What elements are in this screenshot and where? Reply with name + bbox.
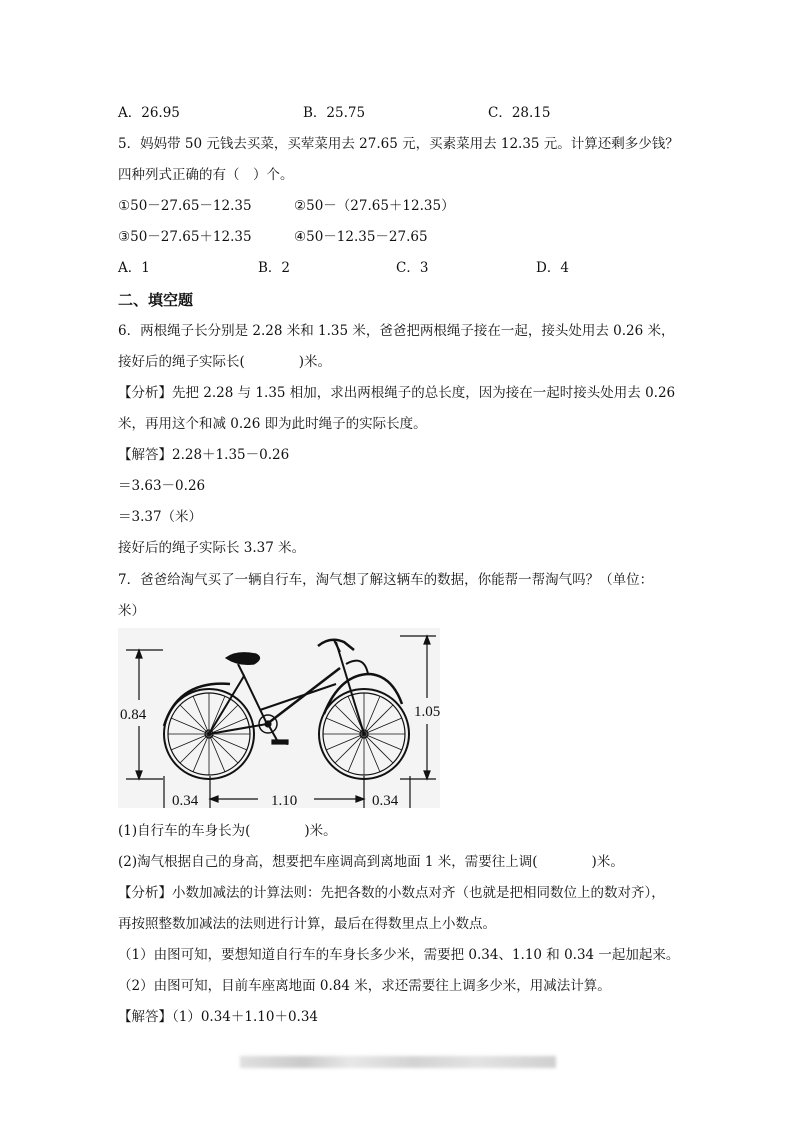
answer-line2: ＝3.63－0.26	[118, 478, 206, 494]
option-b: B．25.75	[303, 105, 366, 121]
answer-line3: ＝3.37（米）	[118, 509, 203, 525]
answer-line1: 【解答】（1）0.34＋1.10＋0.34	[118, 1009, 319, 1025]
expression-1: ①50－27.65－12.35	[118, 198, 252, 214]
analysis-line4: （2）由图可知，目前车座离地面 0.84 米，求还需要往上调多少米，用减法计算。	[118, 978, 611, 994]
question-6-line1: 6．两根绳子长分别是 2.28 米和 1.35 米，爸爸把两根绳子接在一起，接头处用去 0.26 米，	[118, 323, 675, 339]
analysis-line1: 【分析】小数加减法的计算法则：先把各数的小数点对齐（也就是把相同数位上的数对齐），	[118, 885, 665, 901]
analysis-line2: 再按照整数加减法的法则进行计算，最后在得数里点上小数点。	[118, 916, 496, 932]
option-a: A．26.95	[118, 105, 180, 121]
expression-3: ③50－27.65＋12.35	[118, 229, 252, 245]
option-c: C．28.15	[488, 105, 551, 121]
footer-watermark	[240, 1056, 556, 1068]
question-7-line2: 米）	[118, 603, 145, 619]
middle-length-label: 1.10	[271, 793, 298, 808]
option-a: A．1	[118, 260, 150, 276]
sub-question-1: (1)自行车的车身长为( )米。	[118, 823, 337, 839]
right-length-label: 0.34	[372, 793, 399, 808]
answer-line1: 【解答】2.28＋1.35－0.26	[118, 447, 290, 463]
analysis-line2: 米，再用这个和减 0.26 即为此时绳子的实际长度。	[118, 416, 427, 432]
expression-4: ④50－12.35－27.65	[294, 229, 428, 245]
option-b: B．2	[258, 260, 291, 276]
answer-line4: 接好后的绳子实际长 3.37 米。	[118, 540, 306, 556]
question-7-line1: 7．爸爸给淘气买了一辆自行车，淘气想了解这辆车的数据，你能帮一帮淘气吗？（单位：	[118, 572, 654, 588]
seat-height-label: 0.84	[120, 707, 147, 723]
expression-2: ②50－（27.65＋12.35）	[294, 198, 455, 214]
bicycle-figure	[118, 628, 440, 808]
total-height-label: 1.05	[414, 704, 440, 720]
question-5-line2: 四种列式正确的有（ ）个。	[118, 167, 294, 183]
analysis-line3: （1）由图可知，要想知道自行车的车身长多少米，需要把 0.34、1.10 和 0.34 一起加起来。	[118, 947, 680, 963]
sub-question-2: (2)淘气根据自己的身高，想要把车座调高到离地面 1 米，需要往上调( )米。	[118, 854, 624, 870]
question-6-line2: 接好后的绳子实际长( )米。	[118, 354, 332, 370]
option-c: C．3	[396, 260, 429, 276]
option-d: D．4	[536, 260, 569, 276]
left-length-label: 0.34	[172, 793, 199, 808]
question-5-line1: 5．妈妈带 50 元钱去买菜，买荤菜用去 27.65 元，买素菜用去 12.35 元。计算还剩多少钱？	[118, 136, 679, 152]
section-title: 二、填空题	[118, 291, 194, 309]
analysis-line1: 【分析】先把 2.28 与 1.35 相加，求出两根绳子的总长度，因为接在一起时接头处用去 0.26	[118, 385, 676, 401]
